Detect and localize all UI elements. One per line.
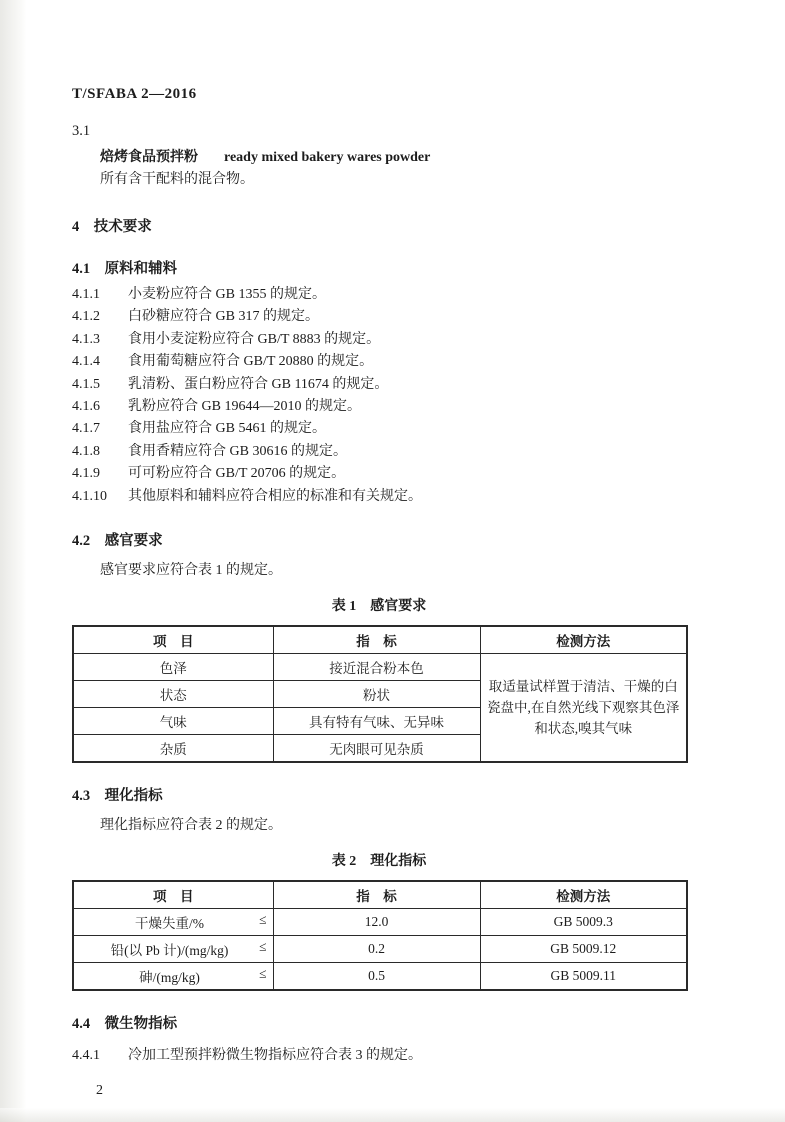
clause-text: 乳清粉、蛋白粉应符合 GB 11674 的规定。 xyxy=(128,376,389,392)
table-header-cell: 指 标 xyxy=(273,626,480,654)
heading-4-1: 4.1 原料和辅料 xyxy=(72,261,178,277)
clause-text: 食用香精应符合 GB 30616 的规定。 xyxy=(128,443,347,459)
clause-4-1-10 xyxy=(72,486,693,508)
physicochemical-index-table xyxy=(72,880,688,991)
item-label: 砷/(mg/kg) xyxy=(139,970,200,986)
clause-4-1-5 xyxy=(72,374,693,396)
heading-4-2: 4.2 感官要求 xyxy=(72,533,163,550)
clause-number: 4.1.3 xyxy=(72,331,100,347)
table-row xyxy=(73,936,687,963)
table-row xyxy=(73,963,687,991)
table-header-cell: 指 标 xyxy=(273,881,480,909)
item-label: 铅(以 Pb 计)/(mg/kg) xyxy=(110,943,229,959)
clause-text: 可可粉应符合 GB/T 20706 的规定。 xyxy=(128,466,346,482)
clause-4-1-7 xyxy=(72,418,693,440)
clause-number: 4.1.9 xyxy=(72,466,100,482)
clause-number: 4.1.6 xyxy=(72,399,100,415)
heading-4: 4 技术要求 xyxy=(72,219,152,235)
term-en: ready mixed bakery wares powder xyxy=(224,150,431,165)
term-line xyxy=(100,147,693,169)
table-cell: GB 5009.3 xyxy=(480,909,687,936)
clause-4-1-2 xyxy=(72,306,693,328)
term-zh: 焙烤食品预拌粉 xyxy=(100,150,198,165)
table-cell: GB 5009.11 xyxy=(480,963,687,991)
table-header-cell: 项 目 xyxy=(73,626,273,654)
doc-number: T/SFABA 2—2016 xyxy=(72,86,197,102)
clause-text: 冷加工型预拌粉微生物指标应符合表 3 的规定。 xyxy=(128,1048,422,1064)
clause-4-1-9 xyxy=(72,463,693,485)
term-number: 3.1 xyxy=(72,123,91,139)
table-cell: 粉状 xyxy=(273,681,480,708)
clause-text: 其他原料和辅料应符合相应的标准和有关规定。 xyxy=(128,488,422,504)
item-label: 干燥失重/% xyxy=(135,916,205,932)
table-cell xyxy=(73,936,273,963)
table-row xyxy=(73,654,687,681)
table-cell: 12.0 xyxy=(273,909,480,936)
clause-4-1-1 xyxy=(72,284,693,306)
table-cell: 色泽 xyxy=(73,654,273,681)
table-cell: 接近混合粉本色 xyxy=(273,654,480,681)
table1-caption: 表 1 感官要求 xyxy=(331,599,427,615)
table-cell: GB 5009.12 xyxy=(480,936,687,963)
clause-text: 乳粉应符合 GB 19644—2010 的规定。 xyxy=(128,399,361,415)
table-cell: 无肉眼可见杂质 xyxy=(273,735,480,763)
clause-number: 4.1.5 xyxy=(72,376,100,392)
table-cell: 杂质 xyxy=(73,735,273,763)
table-cell: 状态 xyxy=(73,681,273,708)
clause-text: 食用盐应符合 GB 5461 的规定。 xyxy=(128,421,326,437)
table-cell: 0.5 xyxy=(273,963,480,991)
para-4-2: 感官要求应符合表 1 的规定。 xyxy=(100,563,282,579)
table-header-row xyxy=(73,626,687,654)
para-4-3: 理化指标应符合表 2 的规定。 xyxy=(100,818,282,834)
clause-number: 4.1.2 xyxy=(72,309,100,325)
clause-4-1-4 xyxy=(72,351,693,373)
clause-text: 白砂糖应符合 GB 317 的规定。 xyxy=(128,309,319,325)
table2-caption: 表 2 理化指标 xyxy=(331,854,427,870)
table-header-cell: 检测方法 xyxy=(480,881,687,909)
clause-text: 食用小麦淀粉应符合 GB/T 8883 的规定。 xyxy=(128,331,381,347)
table-header-cell: 检测方法 xyxy=(480,626,687,654)
clause-number: 4.1.7 xyxy=(72,421,100,437)
less-equal-symbol: ≤ xyxy=(259,966,267,982)
table-cell xyxy=(73,963,273,991)
clause-4-1-8 xyxy=(72,441,693,463)
table-cell xyxy=(73,909,273,936)
clause-text: 小麦粉应符合 GB 1355 的规定。 xyxy=(128,287,326,302)
heading-4-3: 4.3 理化指标 xyxy=(72,788,163,805)
term-definition: 所有含干配料的混合物。 xyxy=(100,172,254,187)
table-header-cell: 项 目 xyxy=(73,881,273,909)
table-method-cell-merged: 取适量试样置于清洁、干燥的白瓷盘中,在自然光线下观察其色泽和状态,嗅其气味 xyxy=(480,654,687,763)
clause-number: 4.1.10 xyxy=(72,488,107,504)
heading-4-4: 4.4 微生物指标 xyxy=(72,1016,178,1033)
clause-4-4-1 xyxy=(72,1045,693,1067)
table-row xyxy=(73,909,687,936)
clause-list-4-1 xyxy=(72,284,693,508)
clause-number: 4.1.4 xyxy=(72,354,100,370)
terms-section xyxy=(72,123,693,191)
clause-4-1-6 xyxy=(72,396,693,418)
clause-number: 4.1.8 xyxy=(72,443,100,459)
clause-number: 4.4.1 xyxy=(72,1048,100,1064)
table-cell: 0.2 xyxy=(273,936,480,963)
less-equal-symbol: ≤ xyxy=(259,939,267,955)
clause-number: 4.1.1 xyxy=(72,287,100,302)
table-cell: 具有特有气味、无异味 xyxy=(273,708,480,735)
table-cell: 气味 xyxy=(73,708,273,735)
page-number: 2 xyxy=(96,1083,103,1099)
clause-4-1-3 xyxy=(72,329,693,351)
less-equal-symbol: ≤ xyxy=(259,912,267,928)
clause-text: 食用葡萄糖应符合 GB/T 20880 的规定。 xyxy=(128,354,374,370)
table-header-row xyxy=(73,881,687,909)
sensory-requirements-table xyxy=(72,625,688,763)
